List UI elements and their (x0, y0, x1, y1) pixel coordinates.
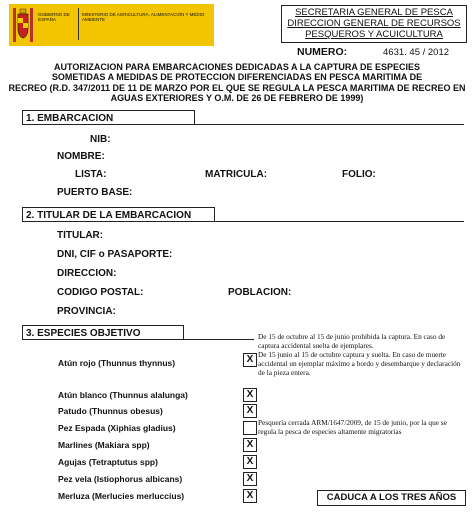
codigo-postal-label: CODIGO POSTAL: (57, 287, 144, 298)
species-label-atun-rojo: Atún rojo (Thunnus thynnus) (58, 358, 176, 368)
document-title (4, 62, 470, 103)
species-label-agujas: Agujas (Tetraptutus spp) (58, 457, 158, 467)
pez-espada-closure-note: Pesquería cerrada ARM/1647/2009, de 15 de junio, por la que se regula la pesca de especies altamente migratorias (258, 418, 447, 436)
title-line-2: SOMETIDAS A MEDIDAS DE PROTECCION DIFERENCIADAS EN PESCA MARITIMA DE (51, 72, 423, 83)
species-label-patudo: Patudo (Thunnus obesus) (58, 406, 163, 416)
species-label-atun-blanco: Atún blanco (Thunnus alalunga) (58, 390, 188, 400)
section-1-rule (195, 124, 464, 125)
provincia-label: PROVINCIA: (57, 306, 116, 317)
section-1-heading: 1. EMBARCACION (22, 110, 195, 125)
title-line-3: RECREO (R.D. 347/2011 DE 11 DE MARZO POR EL QUE SE REGULA LA PESCA MARITIMA DE RECREO EN (8, 82, 466, 93)
ministerio-label: MINISTERIO DE AGRICULTURA, ALIMENTACIÓN Y MEDIO AMBIENTE (82, 12, 205, 23)
coat-of-arms-icon (12, 6, 34, 44)
species-checkbox-merluza[interactable]: X (243, 489, 257, 503)
organization-box (281, 5, 467, 43)
species-label-merluza: Merluza (Merlucies merluccius) (58, 491, 185, 501)
species-label-pez-espada: Pez Espada (Xiphias gladius) (58, 423, 176, 433)
nombre-label: NOMBRE: (57, 151, 105, 162)
logo-divider (78, 8, 79, 40)
government-logo-banner (9, 4, 214, 46)
numero-value: 4631. 45 / 2012 (383, 47, 450, 58)
title-line-1: AUTORIZACION PARA EMBARCACIONES DEDICADAS A LA CAPTURA DE ESPECIES (53, 62, 421, 72)
expiry-notice: CADUCA A LOS TRES AÑOS (317, 490, 466, 506)
direccion-label: DIRECCION: (57, 268, 117, 279)
nib-label: NIB: (90, 134, 111, 145)
section-3-rule (184, 339, 254, 340)
org-line-1: SECRETARIA GENERAL DE PESCA (295, 7, 453, 18)
poblacion-label: POBLACION: (228, 287, 292, 298)
titular-label: TITULAR: (57, 230, 104, 241)
lista-label: LISTA: (75, 169, 107, 180)
section-2-heading: 2. TITULAR DE LA EMBARCACION (22, 207, 215, 222)
folio-label: FOLIO: (342, 169, 376, 180)
section-3-heading: 3. ESPECIES OBJETIVO (22, 325, 184, 340)
matricula-label: MATRICULA: (205, 169, 268, 180)
species-checkbox-agujas[interactable]: X (243, 455, 257, 469)
org-line-2: DIRECCION GENERAL DE RECURSOS (287, 18, 461, 29)
species-label-pez-vela: Pez vela (Istiophorus albicans) (58, 474, 183, 484)
species-checkbox-pez-espada[interactable] (243, 421, 257, 435)
title-line-4: AGUAS EXTERIORES Y O.M. DE 26 DE FEBRERO DE 1999) (110, 92, 364, 103)
atun-closed-season-note: De 15 de octubre al 15 de junio prohibida la captura. En caso de captura accidental suelta de ejemplares. (258, 332, 446, 350)
species-checkbox-patudo[interactable]: X (243, 404, 257, 418)
species-checkbox-pez-vela[interactable]: X (243, 472, 257, 486)
gobierno-label: GOBIERNO DE ESPAÑA (38, 12, 70, 22)
dni-label: DNI, CIF o PASAPORTE: (57, 249, 173, 260)
species-checkbox-marlines[interactable]: X (243, 438, 257, 452)
section-2-rule (215, 221, 464, 222)
org-line-3: PESQUEROS Y ACUICULTURA (305, 29, 443, 40)
species-checkbox-atun-blanco[interactable]: X (243, 388, 257, 402)
species-label-marlines: Marlines (Makiara spp) (58, 440, 150, 450)
numero-label: NUMERO: (297, 46, 348, 58)
atun-open-season-note: De 15 junio al 15 de octubre captura y suelta. En caso de muerte accidental un ejemplar máximo a bordo y desembarque y declaración de la pieza entera. (258, 350, 461, 377)
species-checkbox-atun-rojo[interactable]: X (243, 353, 257, 367)
puerto-base-label: PUERTO BASE: (57, 187, 133, 198)
